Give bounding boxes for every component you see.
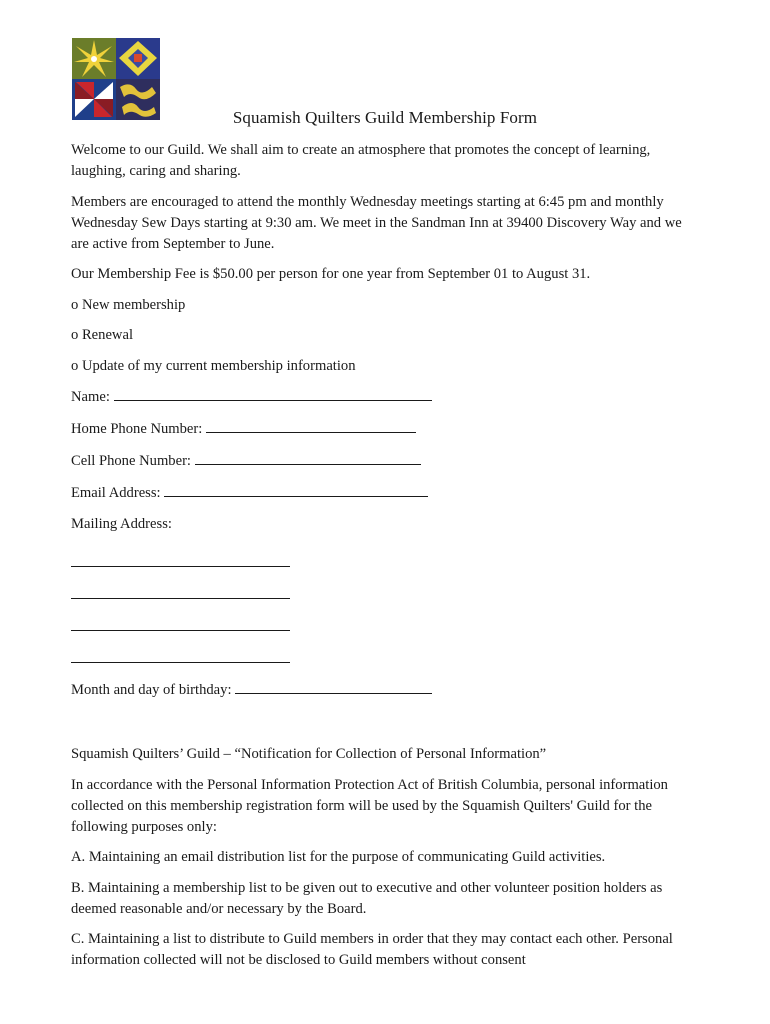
home-phone-label: Home Phone Number:: [71, 421, 203, 437]
fee-paragraph: Our Membership Fee is $50.00 per person for one year from September 01 to August 31.: [71, 266, 591, 282]
email-blank[interactable]: [164, 482, 428, 497]
home-phone-blank[interactable]: [206, 418, 416, 433]
option-renewal[interactable]: o Renewal: [71, 327, 134, 343]
email-field: [71, 482, 701, 504]
name-blank[interactable]: [114, 386, 432, 401]
option-update-info[interactable]: o Update of my current membership information: [71, 357, 356, 374]
option-new-membership[interactable]: o New membership: [71, 296, 186, 313]
cell-phone-blank[interactable]: [195, 450, 421, 465]
email-label: Email Address:: [71, 485, 161, 501]
privacy-item-b: B. Maintaining a membership list to be given out to executive and other volunteer position holders as deemed reasonable and/or necessary by the Board.: [71, 879, 663, 917]
section-spacer: [71, 711, 701, 744]
privacy-item-a: A. Maintaining an email distribution list for the purpose of communicating Guild activities.: [71, 849, 606, 865]
form-title: Squamish Quilters Guild Membership Form: [232, 108, 538, 127]
name-label: Name:: [71, 389, 110, 405]
mailing-address-field: [71, 514, 701, 535]
quilt-block-star-icon: [72, 38, 116, 79]
mailing-address-line-4[interactable]: [71, 631, 290, 663]
home-phone-field: [71, 418, 701, 440]
privacy-heading: Squamish Quilters’ Guild – “Notification for Collection of Personal Information”: [71, 746, 547, 762]
name-field: [71, 386, 701, 408]
birthday-field: [71, 679, 701, 701]
birthday-label: Month and day of birthday:: [71, 682, 232, 698]
meetings-paragraph: Members are encouraged to attend the monthly Wednesday meetings starting at 6:45 pm and monthly Wednesday Sew Days starting at 9:30 am. We meet in the Sandman Inn at 39400 Discovery Way and we are active from September to June.: [71, 193, 682, 252]
mailing-address-label: Mailing Address:: [71, 516, 172, 532]
mailing-address-line-2[interactable]: [71, 567, 290, 599]
mailing-address-line-1[interactable]: [71, 535, 290, 567]
quilt-block-diamond-icon: [116, 38, 160, 79]
privacy-item-c: C. Maintaining a list to distribute to Guild members in order that they may contact each other. Personal information collected will not be disclosed to Guild members without consent: [71, 931, 673, 968]
cell-phone-field: [71, 450, 701, 472]
intro-paragraph: Welcome to our Guild. We shall aim to create an atmosphere that promotes the concept of learning, laughing, caring and sharing.: [71, 142, 651, 179]
cell-phone-label: Cell Phone Number:: [71, 453, 191, 469]
privacy-body: In accordance with the Personal Information Protection Act of British Columbia, personal information collected on this membership registration form will be used by the Squamish Quilters' Guild for the following purposes only:: [71, 776, 668, 835]
mailing-address-line-3[interactable]: [71, 599, 290, 631]
birthday-blank[interactable]: [235, 679, 432, 694]
form-body: [71, 140, 701, 981]
